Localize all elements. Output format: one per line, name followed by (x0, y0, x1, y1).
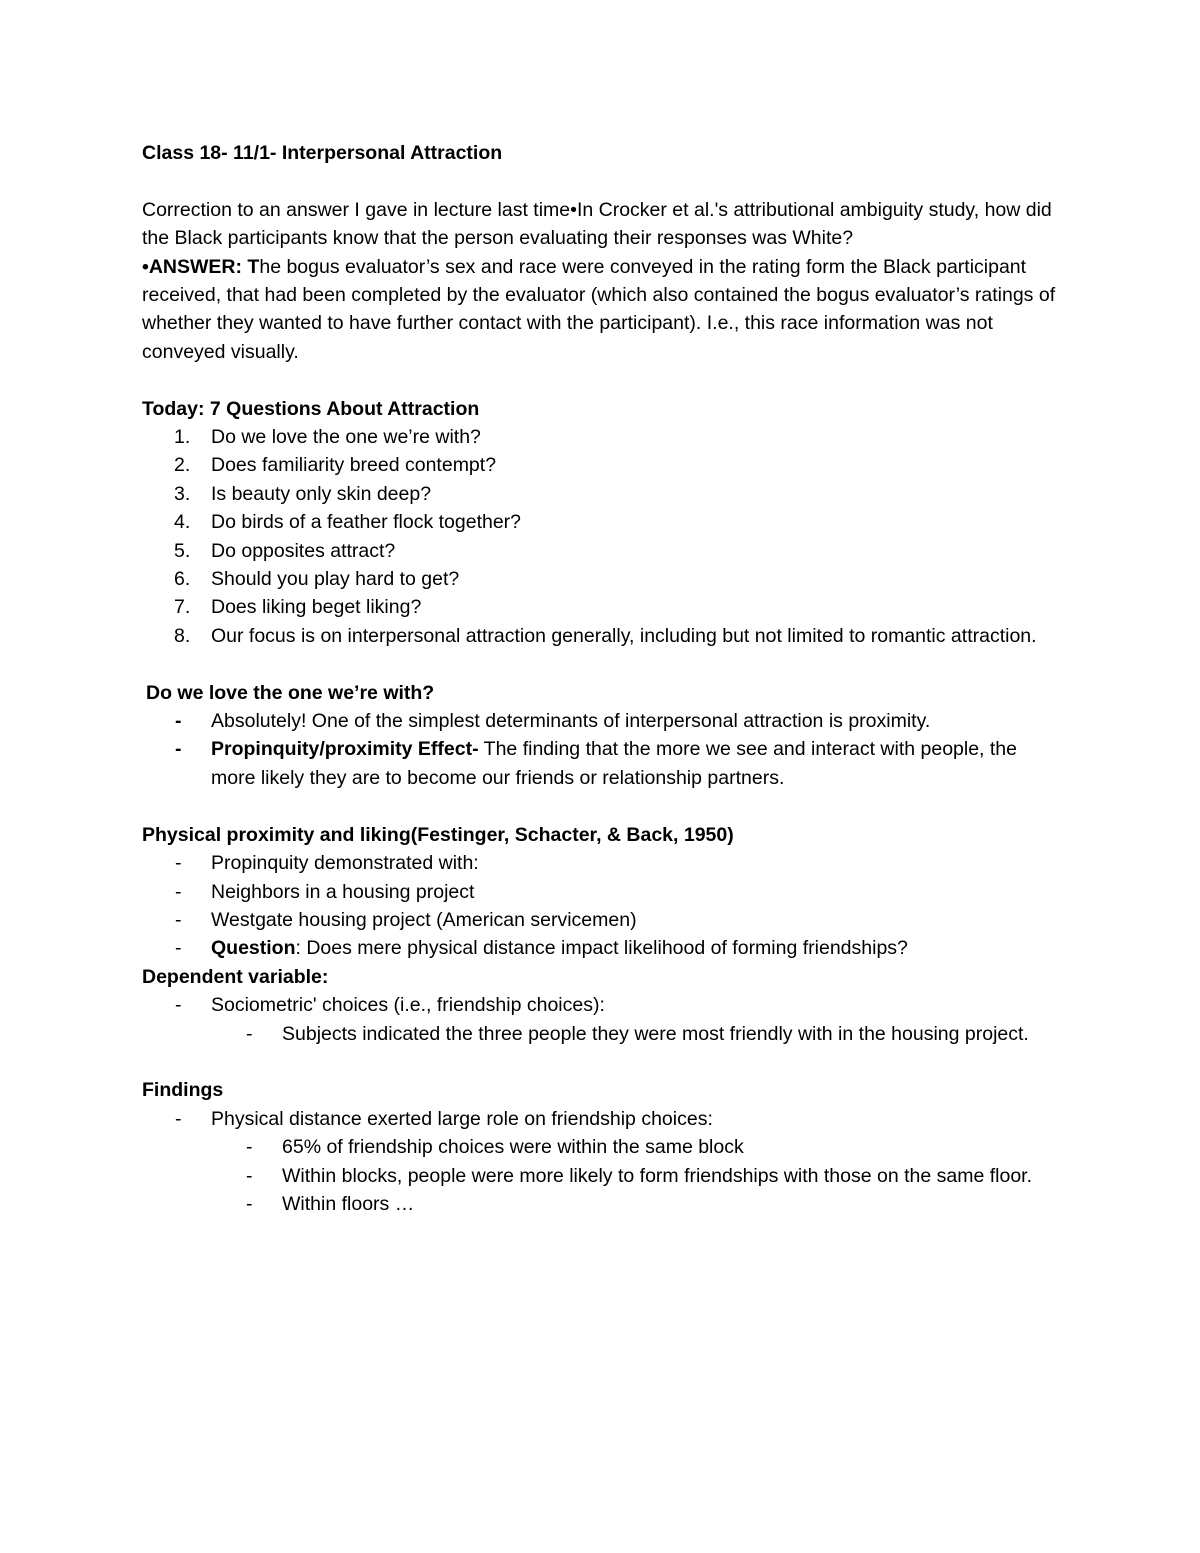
bullet-dash: - (246, 1136, 253, 1159)
spacer (142, 167, 1062, 195)
sub-list-item (142, 1133, 1062, 1161)
list-item (142, 707, 1062, 735)
list-item-text: Neighbors in a housing project (211, 880, 475, 903)
bullet-dash: - (175, 710, 182, 733)
list-item-text: Within floors … (282, 1192, 415, 1215)
list-item (142, 991, 1062, 1019)
list-item (142, 906, 1062, 934)
list-item (142, 508, 1062, 536)
love-list (142, 707, 1062, 792)
answer-label: •ANSWER: (142, 255, 242, 278)
spacer (142, 792, 1062, 820)
dependent-list (142, 991, 1062, 1048)
bullet-dash: - (175, 880, 182, 903)
list-number: 3. (174, 482, 191, 505)
list-number: 4. (174, 511, 191, 534)
correction-paragraph: Correction to an answer I gave in lecture last time•In Crocker et al.'s attributional ambiguity study, how did the Black participants know that the person evaluating their responses was White? (142, 198, 1052, 250)
physical-heading: Physical proximity and liking(Festinger, Schacter, & Back, 1950) (142, 823, 734, 846)
bullet-dash: - (175, 852, 182, 875)
list-item-text: Our focus is on interpersonal attraction generally, including but not limited to romantic attraction. (211, 624, 1037, 647)
spacer (142, 1048, 1062, 1076)
findings-heading: Findings (142, 1079, 224, 1102)
today-heading: Today: 7 Questions About Attraction (142, 397, 480, 420)
list-item-text: Should you play hard to get? (211, 568, 460, 591)
bullet-dash: - (175, 937, 182, 960)
question-label: Question (211, 937, 296, 960)
list-item-text: 65% of friendship choices were within the same block (282, 1136, 744, 1159)
list-item-text: Is beauty only skin deep? (211, 482, 432, 505)
dependent-heading: Dependent variable: (142, 965, 329, 988)
bullet-dash: - (246, 1192, 253, 1215)
document-title: Class 18- 11/1- Interpersonal Attraction (142, 142, 503, 164)
bullet-dash: - (175, 1107, 182, 1130)
propinquity-label: Propinquity/proximity Effect- (211, 738, 479, 761)
list-item-text: Sociometric' choices (i.e., friendship choices): (211, 994, 605, 1017)
list-number: 8. (174, 624, 191, 647)
list-item-text: Does liking beget liking? (211, 596, 422, 619)
list-item (142, 451, 1062, 479)
list-item (142, 849, 1062, 877)
answer-text: he bogus evaluator’s sex and race were conveyed in the rating form the Black participant received, that had been completed by the evaluator (which also contained the bogus evaluator’s ratings of whether they wanted to have further contact with the participant). I.e., this race information was not conveyed visually. (142, 255, 1056, 363)
list-item-text: Do we love the one we’re with? (211, 426, 481, 449)
list-item (142, 934, 1062, 962)
document-page (142, 139, 1062, 1218)
list-item-text: Propinquity demonstrated with: (211, 852, 479, 875)
answer-paragraph (142, 253, 1062, 367)
list-number: 7. (174, 596, 191, 619)
list-item (142, 878, 1062, 906)
list-number: 1. (174, 426, 191, 449)
list-item-text: Absolutely! One of the simplest determinants of interpersonal attraction is proximity. (211, 710, 931, 733)
bullet-dash: - (175, 908, 182, 931)
list-item-text: : Does mere physical distance impact likelihood of forming friendships? (295, 937, 908, 960)
list-item-text: The finding that the more we see and interact with people, the more likely they are to become our friends or relationship partners. (211, 738, 1018, 789)
spacer (142, 366, 1062, 394)
bullet-dash: - (175, 994, 182, 1017)
list-item-text: Do opposites attract? (211, 539, 396, 562)
physical-list (142, 849, 1062, 963)
list-item-text: Within blocks, people were more likely to form friendships with those on the same floor. (282, 1164, 1033, 1187)
spacer (142, 650, 1062, 678)
list-item-text: Does familiarity breed contempt? (211, 454, 497, 477)
list-item (142, 565, 1062, 593)
answer-first-letter: T (247, 255, 260, 278)
list-number: 2. (174, 454, 191, 477)
bullet-dash: - (175, 738, 182, 761)
list-item-text: Physical distance exerted large role on friendship choices: (211, 1107, 713, 1130)
questions-list (142, 423, 1062, 650)
list-item (142, 735, 1062, 792)
findings-list (142, 1105, 1062, 1219)
sub-list-item (142, 1020, 1062, 1048)
love-heading: Do we love the one we’re with? (146, 681, 435, 704)
list-item-text: Subjects indicated the three people they were most friendly with in the housing project. (282, 1022, 1029, 1045)
list-number: 6. (174, 568, 191, 591)
sub-list-item (142, 1162, 1062, 1190)
bullet-dash: - (246, 1022, 253, 1045)
list-item-text: Westgate housing project (American servicemen) (211, 908, 637, 931)
list-item (142, 622, 1062, 650)
list-item (142, 593, 1062, 621)
sub-list-item (142, 1190, 1062, 1218)
list-item (142, 423, 1062, 451)
list-item-text: Do birds of a feather flock together? (211, 511, 522, 534)
list-item (142, 480, 1062, 508)
list-number: 5. (174, 539, 191, 562)
list-item (142, 1105, 1062, 1133)
bullet-dash: - (246, 1164, 253, 1187)
list-item (142, 537, 1062, 565)
